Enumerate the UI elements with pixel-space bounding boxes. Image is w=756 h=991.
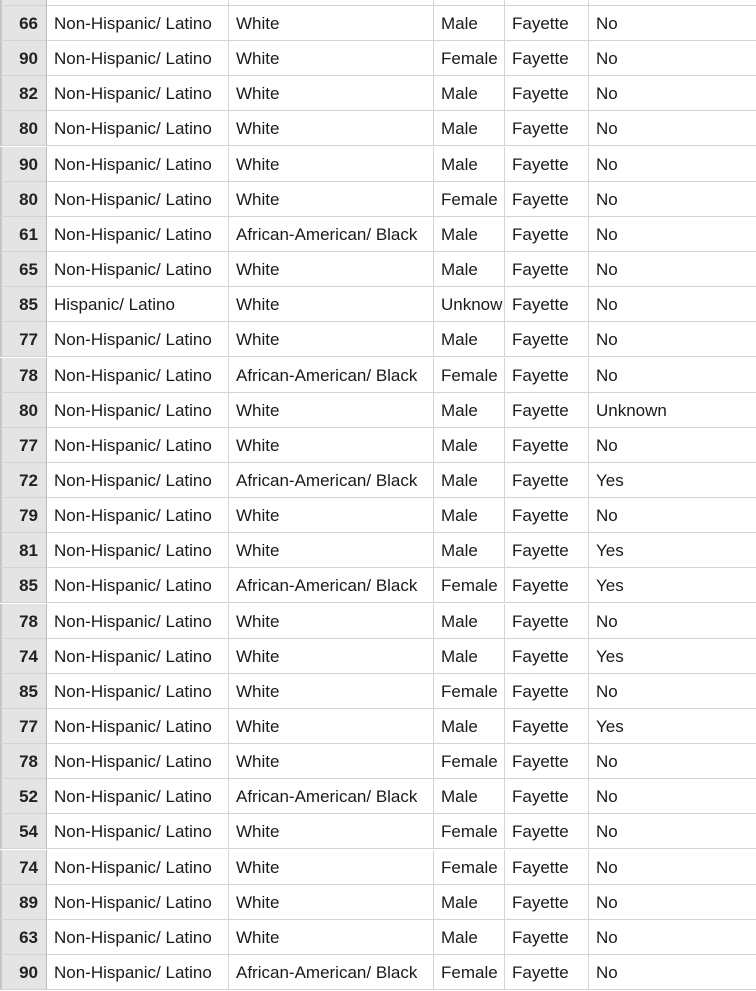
gender-cell[interactable]: Male (434, 604, 505, 639)
table-row (0, 147, 756, 182)
county-cell[interactable]: Fayette (505, 709, 589, 744)
county-cell[interactable]: Fayette (505, 744, 589, 779)
gender-cell[interactable]: Unknow (434, 287, 505, 322)
gender-cell[interactable]: Male (434, 217, 505, 252)
county-cell[interactable]: Fayette (505, 533, 589, 568)
county-cell[interactable]: Fayette (505, 111, 589, 146)
county-cell[interactable]: Fayette (505, 393, 589, 428)
ethnicity-cell[interactable]: Non-Hispanic/ Latino (47, 779, 229, 814)
county-cell[interactable]: Fayette (505, 41, 589, 76)
status-cell[interactable]: No (589, 850, 756, 885)
status-cell[interactable]: No (589, 779, 756, 814)
table-row (0, 287, 756, 322)
gender-cell[interactable]: Female (434, 568, 505, 603)
ethnicity-cell[interactable]: Non-Hispanic/ Latino (47, 428, 229, 463)
status-cell[interactable]: No (589, 744, 756, 779)
race-cell[interactable]: White (229, 428, 434, 463)
ethnicity-cell[interactable]: Non-Hispanic/ Latino (47, 955, 229, 990)
ethnicity-cell[interactable]: Non-Hispanic/ Latino (47, 920, 229, 955)
race-cell[interactable]: African-American/ Black (229, 955, 434, 990)
race-cell[interactable]: White (229, 287, 434, 322)
row-number-header[interactable]: 85 (0, 674, 47, 709)
ethnicity-cell[interactable]: Non-Hispanic/ Latino (47, 639, 229, 674)
county-cell[interactable]: Fayette (505, 358, 589, 393)
row-number-header[interactable]: 72 (0, 463, 47, 498)
ethnicity-cell[interactable]: Non-Hispanic/ Latino (47, 358, 229, 393)
row-number-header[interactable]: 78 (0, 604, 47, 639)
race-cell[interactable]: White (229, 498, 434, 533)
race-cell[interactable]: White (229, 850, 434, 885)
table-row (0, 639, 756, 674)
gender-cell[interactable]: Male (434, 533, 505, 568)
race-cell[interactable]: White (229, 76, 434, 111)
status-cell[interactable]: Yes (589, 568, 756, 603)
race-cell[interactable]: White (229, 147, 434, 182)
status-cell[interactable]: No (589, 76, 756, 111)
county-cell[interactable]: Fayette (505, 217, 589, 252)
county-cell[interactable]: Fayette (505, 604, 589, 639)
table-row (0, 428, 756, 463)
table-row (0, 533, 756, 568)
gender-cell[interactable]: Male (434, 111, 505, 146)
ethnicity-cell[interactable]: Non-Hispanic/ Latino (47, 217, 229, 252)
row-number-header[interactable]: 90 (0, 955, 47, 990)
row-number-header[interactable]: 54 (0, 814, 47, 849)
race-cell[interactable]: White (229, 709, 434, 744)
race-cell[interactable]: White (229, 393, 434, 428)
race-cell[interactable]: African-American/ Black (229, 568, 434, 603)
status-cell[interactable]: No (589, 111, 756, 146)
race-cell[interactable]: White (229, 814, 434, 849)
county-cell[interactable]: Fayette (505, 182, 589, 217)
row-number-header[interactable]: 89 (0, 885, 47, 920)
table-row (0, 217, 756, 252)
row-number-header[interactable]: 78 (0, 744, 47, 779)
table-row (0, 393, 756, 428)
ethnicity-cell[interactable]: Non-Hispanic/ Latino (47, 463, 229, 498)
gender-cell[interactable]: Male (434, 322, 505, 357)
ethnicity-cell[interactable]: Non-Hispanic/ Latino (47, 744, 229, 779)
table-row (0, 76, 756, 111)
row-number-header[interactable]: 85 (0, 287, 47, 322)
row-number-header[interactable]: 90 (0, 41, 47, 76)
county-cell[interactable]: Fayette (505, 814, 589, 849)
county-cell[interactable]: Fayette (505, 428, 589, 463)
table-row (0, 252, 756, 287)
row-number-header[interactable]: 81 (0, 533, 47, 568)
gender-cell[interactable]: Male (434, 252, 505, 287)
county-cell[interactable]: Fayette (505, 885, 589, 920)
ethnicity-cell[interactable]: Non-Hispanic/ Latino (47, 709, 229, 744)
status-cell[interactable]: No (589, 955, 756, 990)
row-number-header[interactable]: 77 (0, 428, 47, 463)
row-number-header[interactable]: 80 (0, 182, 47, 217)
county-cell[interactable]: Fayette (505, 76, 589, 111)
table-row (0, 111, 756, 146)
status-cell[interactable]: No (589, 322, 756, 357)
gender-cell[interactable]: Female (434, 814, 505, 849)
table-row (0, 885, 756, 920)
gender-cell[interactable]: Female (434, 358, 505, 393)
table-row (0, 850, 756, 885)
table-row (0, 955, 756, 990)
ethnicity-cell[interactable]: Non-Hispanic/ Latino (47, 41, 229, 76)
row-number-header[interactable]: 63 (0, 920, 47, 955)
county-cell[interactable]: Fayette (505, 498, 589, 533)
county-cell[interactable]: Fayette (505, 287, 589, 322)
race-cell[interactable]: White (229, 111, 434, 146)
county-cell[interactable]: Fayette (505, 568, 589, 603)
table-row (0, 322, 756, 357)
table-row (0, 674, 756, 709)
race-cell[interactable]: White (229, 322, 434, 357)
row-number-header[interactable]: 78 (0, 358, 47, 393)
status-cell[interactable]: Yes (589, 463, 756, 498)
ethnicity-cell[interactable]: Non-Hispanic/ Latino (47, 322, 229, 357)
race-cell[interactable]: White (229, 744, 434, 779)
table-row (0, 814, 756, 849)
race-cell[interactable]: White (229, 639, 434, 674)
gender-cell[interactable]: Male (434, 463, 505, 498)
county-cell[interactable]: Fayette (505, 6, 589, 41)
gender-cell[interactable]: Male (434, 709, 505, 744)
county-cell[interactable]: Fayette (505, 850, 589, 885)
table-row (0, 779, 756, 814)
race-cell[interactable]: African-American/ Black (229, 217, 434, 252)
gender-cell[interactable]: Female (434, 744, 505, 779)
race-cell[interactable]: White (229, 41, 434, 76)
row-number-header[interactable]: 77 (0, 322, 47, 357)
ethnicity-cell[interactable]: Non-Hispanic/ Latino (47, 498, 229, 533)
status-cell[interactable]: No (589, 217, 756, 252)
gender-cell[interactable]: Female (434, 674, 505, 709)
row-number-header[interactable]: 61 (0, 217, 47, 252)
ethnicity-cell[interactable]: Non-Hispanic/ Latino (47, 76, 229, 111)
ethnicity-cell[interactable]: Non-Hispanic/ Latino (47, 111, 229, 146)
gender-cell[interactable]: Male (434, 6, 505, 41)
ethnicity-cell[interactable]: Non-Hispanic/ Latino (47, 814, 229, 849)
race-cell[interactable]: White (229, 6, 434, 41)
status-cell[interactable]: No (589, 147, 756, 182)
race-cell[interactable]: White (229, 533, 434, 568)
status-cell[interactable]: Yes (589, 709, 756, 744)
table-row (0, 604, 756, 639)
ethnicity-cell[interactable]: Non-Hispanic/ Latino (47, 568, 229, 603)
county-cell[interactable]: Fayette (505, 252, 589, 287)
race-cell[interactable]: White (229, 604, 434, 639)
status-cell[interactable]: No (589, 814, 756, 849)
county-cell[interactable]: Fayette (505, 955, 589, 990)
status-cell[interactable]: Yes (589, 639, 756, 674)
status-cell[interactable]: Yes (589, 533, 756, 568)
row-number-header[interactable]: 74 (0, 850, 47, 885)
row-number-header[interactable]: 80 (0, 393, 47, 428)
county-cell[interactable]: Fayette (505, 463, 589, 498)
status-cell[interactable]: No (589, 674, 756, 709)
race-cell[interactable]: African-American/ Black (229, 358, 434, 393)
county-cell[interactable]: Fayette (505, 639, 589, 674)
status-cell[interactable]: No (589, 498, 756, 533)
race-cell[interactable]: White (229, 920, 434, 955)
gender-cell[interactable]: Male (434, 498, 505, 533)
table-row (0, 568, 756, 603)
table-row (0, 920, 756, 955)
row-number-header[interactable]: 77 (0, 709, 47, 744)
ethnicity-cell[interactable]: Non-Hispanic/ Latino (47, 393, 229, 428)
row-number-header[interactable]: 65 (0, 252, 47, 287)
race-cell[interactable]: White (229, 885, 434, 920)
county-cell[interactable]: Fayette (505, 674, 589, 709)
status-cell[interactable]: No (589, 358, 756, 393)
gender-cell[interactable]: Female (434, 850, 505, 885)
ethnicity-cell[interactable]: Non-Hispanic/ Latino (47, 182, 229, 217)
gender-cell[interactable]: Female (434, 182, 505, 217)
table-row (0, 463, 756, 498)
race-cell[interactable]: White (229, 252, 434, 287)
status-cell[interactable]: No (589, 287, 756, 322)
ethnicity-cell[interactable]: Hispanic/ Latino (47, 287, 229, 322)
race-cell[interactable]: African-American/ Black (229, 779, 434, 814)
status-cell[interactable]: No (589, 604, 756, 639)
status-cell[interactable]: Unknown (589, 393, 756, 428)
table-row (0, 498, 756, 533)
table-row (0, 709, 756, 744)
race-cell[interactable]: White (229, 674, 434, 709)
county-cell[interactable]: Fayette (505, 920, 589, 955)
row-number-header[interactable]: 74 (0, 639, 47, 674)
row-number-header[interactable]: 79 (0, 498, 47, 533)
race-cell[interactable]: White (229, 182, 434, 217)
table-row (0, 41, 756, 76)
gender-cell[interactable]: Male (434, 779, 505, 814)
status-cell[interactable]: No (589, 252, 756, 287)
gender-cell[interactable]: Male (434, 393, 505, 428)
race-cell[interactable]: African-American/ Black (229, 463, 434, 498)
status-cell[interactable]: No (589, 920, 756, 955)
gender-cell[interactable]: Female (434, 41, 505, 76)
county-cell[interactable]: Fayette (505, 779, 589, 814)
row-number-header[interactable]: 80 (0, 111, 47, 146)
gender-cell[interactable]: Male (434, 147, 505, 182)
table-row (0, 744, 756, 779)
table-row (0, 6, 756, 41)
gender-cell[interactable]: Male (434, 76, 505, 111)
county-cell[interactable]: Fayette (505, 322, 589, 357)
gender-cell[interactable]: Male (434, 885, 505, 920)
table-row (0, 358, 756, 393)
gender-cell[interactable]: Male (434, 428, 505, 463)
status-cell[interactable]: No (589, 885, 756, 920)
ethnicity-cell[interactable]: Non-Hispanic/ Latino (47, 533, 229, 568)
gender-cell[interactable]: Male (434, 920, 505, 955)
ethnicity-cell[interactable]: Non-Hispanic/ Latino (47, 850, 229, 885)
row-number-header[interactable]: 90 (0, 147, 47, 182)
row-number-header[interactable]: 66 (0, 6, 47, 41)
status-cell[interactable]: No (589, 6, 756, 41)
status-cell[interactable]: No (589, 41, 756, 76)
ethnicity-cell[interactable]: Non-Hispanic/ Latino (47, 252, 229, 287)
row-number-header[interactable]: 82 (0, 76, 47, 111)
table-row (0, 182, 756, 217)
county-cell[interactable]: Fayette (505, 147, 589, 182)
gender-cell[interactable]: Male (434, 639, 505, 674)
ethnicity-cell[interactable]: Non-Hispanic/ Latino (47, 674, 229, 709)
ethnicity-cell[interactable]: Non-Hispanic/ Latino (47, 147, 229, 182)
ethnicity-cell[interactable]: Non-Hispanic/ Latino (47, 604, 229, 639)
row-number-header[interactable]: 52 (0, 779, 47, 814)
status-cell[interactable]: No (589, 182, 756, 217)
ethnicity-cell[interactable]: Non-Hispanic/ Latino (47, 6, 229, 41)
row-number-header[interactable]: 85 (0, 568, 47, 603)
gender-cell[interactable]: Female (434, 955, 505, 990)
status-cell[interactable]: No (589, 428, 756, 463)
ethnicity-cell[interactable]: Non-Hispanic/ Latino (47, 885, 229, 920)
